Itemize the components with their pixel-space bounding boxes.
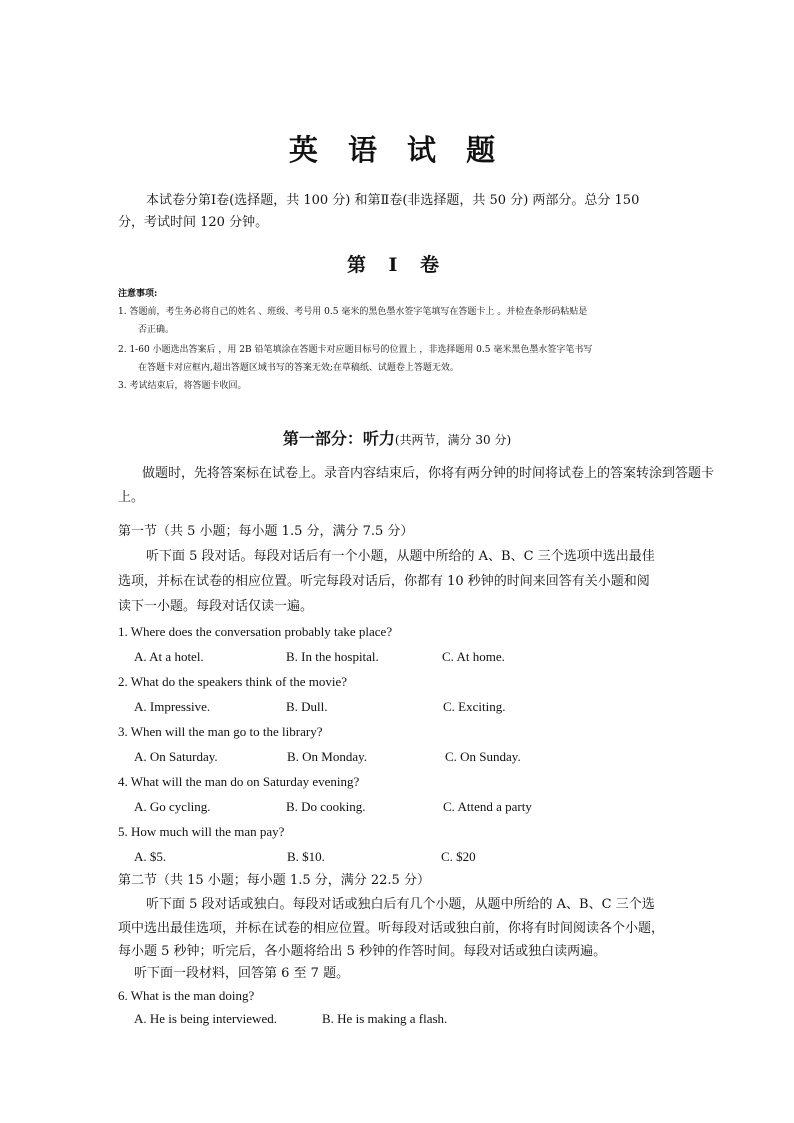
notes-heading: 注意事项: xyxy=(118,289,158,299)
note-line-3: 2. 1-60 小题选出答案后 ，用 2B 铅笔填涂在答题卡对应题目标号的位置上 ，非选择题用 0.5 毫米黑色墨水签字笔书写 xyxy=(118,345,593,355)
note-line-2: 否正确。 xyxy=(138,325,175,335)
note-line-5: 3. 考试结束后，将答题卡收回。 xyxy=(118,381,247,391)
volume-title: 第 Ⅰ 卷 xyxy=(346,254,448,276)
question-4: 4. What will the man do on Saturday evening? xyxy=(118,774,360,789)
question-3: 3. When will the man go to the library? xyxy=(118,724,323,739)
section2-heading: 第二节（共 15 小题；每小题 1.5 分，满分 22.5 分） xyxy=(118,873,430,888)
q3-option-c: C. On Sunday. xyxy=(445,749,521,764)
note-line-1: 1. 答题前，考生务必将自己的姓名 、班级、考号用 0.5 毫米的黑色墨水签字笔填写在答题卡上 。并检查条形码粘贴是 xyxy=(118,307,588,317)
q5-option-a: A. $5. xyxy=(134,849,167,864)
q3-option-a: A. On Saturday. xyxy=(134,749,218,764)
section2-instruction-1: 听下面 5 段对话或独白。每段对话或独白后有几个小题，从题中所给的 A、B、C 三个选 xyxy=(146,897,655,912)
part1-instruction-2: 上。 xyxy=(118,490,145,505)
section1-heading: 第一节（共 5 小题；每小题 1.5 分，满分 7.5 分） xyxy=(118,524,414,539)
section1-instruction-1: 听下面 5 段对话。每段对话后有一个小题，从题中所给的 A、B、C 三个选项中选出最佳 xyxy=(146,549,655,564)
q4-option-b: B. Do cooking. xyxy=(286,799,366,814)
part1-instruction-1: 做题时，先将答案标在试卷上。录音内容结束后，你将有两分钟的时间将试卷上的答案转涂到答题卡 xyxy=(142,466,715,481)
q1-option-a: A. At a hotel. xyxy=(134,649,204,664)
section1-instruction-3: 读下一小题。每段对话仅读一遍。 xyxy=(118,599,314,614)
q2-option-b: B. Dull. xyxy=(286,699,328,714)
part1-heading xyxy=(0,426,794,449)
section2-material: 听下面一段材料，回答第 6 至 7 题。 xyxy=(134,966,350,981)
q1-option-b: B. In the hospital. xyxy=(286,649,379,664)
part1-subtitle: (共两节，满分 30 分) xyxy=(394,433,512,447)
q2-option-c: C. Exciting. xyxy=(443,699,506,714)
section2-instruction-3: 每小题 5 秒钟；听完后，各小题将给出 5 秒钟的作答时间。每段对话或独白读两遍。 xyxy=(118,944,607,959)
section2-instruction-2: 项中选出最佳选项，并标在试卷的相应位置。听每段对话或独白前，你将有时间阅读各个小题， xyxy=(118,921,665,936)
q1-option-c: C. At home. xyxy=(442,649,505,664)
question-6: 6. What is the man doing? xyxy=(118,988,255,1003)
part1-title: 第一部分：听力 xyxy=(282,429,395,448)
question-2: 2. What do the speakers think of the movie? xyxy=(118,674,348,689)
question-1: 1. Where does the conversation probably take place? xyxy=(118,624,393,639)
q2-option-a: A. Impressive. xyxy=(134,699,211,714)
q3-option-b: B. On Monday. xyxy=(287,749,368,764)
intro-line-2: 分，考试时间 120 分钟。 xyxy=(118,215,269,230)
section1-instruction-2: 选项，并标在试卷的相应位置。听完每段对话后，你都有 10 秒钟的时间来回答有关小题和阅 xyxy=(118,574,650,589)
question-5: 5. How much will the man pay? xyxy=(118,824,285,839)
q6-option-b: B. He is making a flash. xyxy=(322,1011,448,1026)
q4-option-c: C. Attend a party xyxy=(443,799,532,814)
q4-option-a: A. Go cycling. xyxy=(134,799,211,814)
intro-line-1: 本试卷分第Ⅰ卷(选择题，共 100 分) 和第Ⅱ卷(非选择题，共 50 分) 两部分。总分 150 xyxy=(146,193,640,208)
q5-option-b: B. $10. xyxy=(287,849,325,864)
q6-option-a: A. He is being interviewed. xyxy=(134,1011,277,1026)
page-title: 英 语 试 题 xyxy=(288,133,506,167)
q5-option-c: C. $20 xyxy=(441,849,476,864)
note-line-4: 在答题卡对应框内,超出答题区域书写的答案无效;在草稿纸、试题卷上答题无效。 xyxy=(138,363,459,373)
